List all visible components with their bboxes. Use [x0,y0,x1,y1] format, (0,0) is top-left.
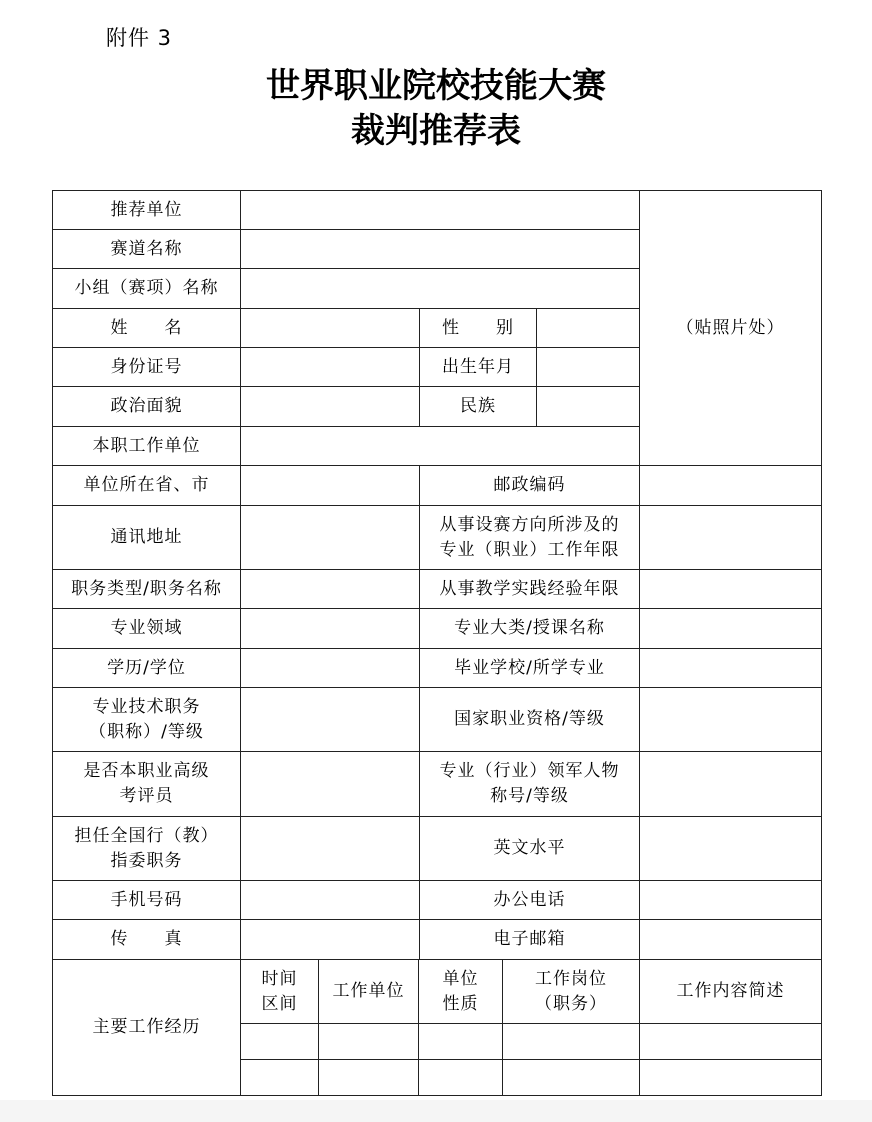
label-name: 姓 名 [52,308,241,348]
field-address[interactable] [240,505,420,570]
document-title-line1: 世界职业院校技能大赛 [266,66,606,106]
label-specialty: 专业领域 [52,608,241,649]
label-recommend-unit: 推荐单位 [52,190,241,230]
attachment-label: 附件 3 [106,26,173,50]
field-political[interactable] [240,386,420,427]
field-email[interactable] [639,919,822,960]
field-name[interactable] [240,308,420,348]
history-cell-nature[interactable] [418,1059,503,1096]
field-employer[interactable] [240,426,640,466]
label-office-phone: 办公电话 [419,880,640,920]
photo-placeholder[interactable]: （贴照片处） [639,190,822,466]
field-course[interactable] [639,608,822,649]
label-ethnicity: 民族 [419,386,537,427]
label-title-rank: 专业技术职务 （职称）/等级 [52,687,241,752]
field-specialty[interactable] [240,608,420,649]
field-office-phone[interactable] [639,880,822,920]
history-header-nature: 单位 性质 [418,959,503,1024]
field-degree[interactable] [240,648,420,688]
label-years-field: 从事设赛方向所涉及的 专业（职业）工作年限 [419,505,640,570]
page-bottom-band [0,1100,872,1122]
field-senior-examiner[interactable] [240,751,420,817]
label-birth: 出生年月 [419,347,537,387]
field-english[interactable] [639,816,822,881]
field-gender[interactable] [536,308,640,348]
label-senior-examiner: 是否本职业高级 考评员 [52,751,241,817]
history-cell-content[interactable] [639,1023,822,1060]
label-fax: 传 真 [52,919,241,960]
field-leader-title[interactable] [639,751,822,817]
label-leader-title: 专业（行业）领军人物 称号/等级 [419,751,640,817]
label-work-history: 主要工作经历 [52,959,241,1096]
history-header-content: 工作内容简述 [639,959,822,1024]
label-email: 电子邮箱 [419,919,640,960]
field-recommend-unit[interactable] [240,190,640,230]
field-track-name[interactable] [240,229,640,269]
field-qualification[interactable] [639,687,822,752]
field-national-committee[interactable] [240,816,420,881]
label-teaching-years: 从事教学实践经验年限 [419,569,640,609]
label-id-number: 身份证号 [52,347,241,387]
label-mobile: 手机号码 [52,880,241,920]
field-ethnicity[interactable] [536,386,640,427]
label-group-name: 小组（赛项）名称 [52,268,241,309]
label-province-city: 单位所在省、市 [52,465,241,506]
field-title-rank[interactable] [240,687,420,752]
history-header-unit: 工作单位 [318,959,419,1024]
field-birth[interactable] [536,347,640,387]
history-cell-post[interactable] [502,1059,640,1096]
field-position-type[interactable] [240,569,420,609]
history-cell-unit[interactable] [318,1023,419,1060]
label-course: 专业大类/授课名称 [419,608,640,649]
field-years-field[interactable] [639,505,822,570]
label-school: 毕业学校/所学专业 [419,648,640,688]
label-employer: 本职工作单位 [52,426,241,466]
history-header-period: 时间 区间 [240,959,319,1024]
field-postal-code[interactable] [639,465,822,506]
history-cell-post[interactable] [502,1023,640,1060]
history-cell-nature[interactable] [418,1023,503,1060]
history-header-post: 工作岗位 （职务） [502,959,640,1024]
label-track-name: 赛道名称 [52,229,241,269]
field-fax[interactable] [240,919,420,960]
label-gender: 性 别 [419,308,537,348]
label-postal-code: 邮政编码 [419,465,640,506]
history-cell-period[interactable] [240,1059,319,1096]
field-group-name[interactable] [240,268,640,309]
label-english: 英文水平 [419,816,640,881]
label-address: 通讯地址 [52,505,241,570]
label-degree: 学历/学位 [52,648,241,688]
history-cell-content[interactable] [639,1059,822,1096]
field-province-city[interactable] [240,465,420,506]
label-qualification: 国家职业资格/等级 [419,687,640,752]
field-id-number[interactable] [240,347,420,387]
field-mobile[interactable] [240,880,420,920]
label-political: 政治面貌 [52,386,241,427]
history-cell-period[interactable] [240,1023,319,1060]
field-school[interactable] [639,648,822,688]
history-cell-unit[interactable] [318,1059,419,1096]
field-teaching-years[interactable] [639,569,822,609]
label-position-type: 职务类型/职务名称 [52,569,241,609]
document-title-line2: 裁判推荐表 [351,111,521,151]
label-national-committee: 担任全国行（教） 指委职务 [52,816,241,881]
